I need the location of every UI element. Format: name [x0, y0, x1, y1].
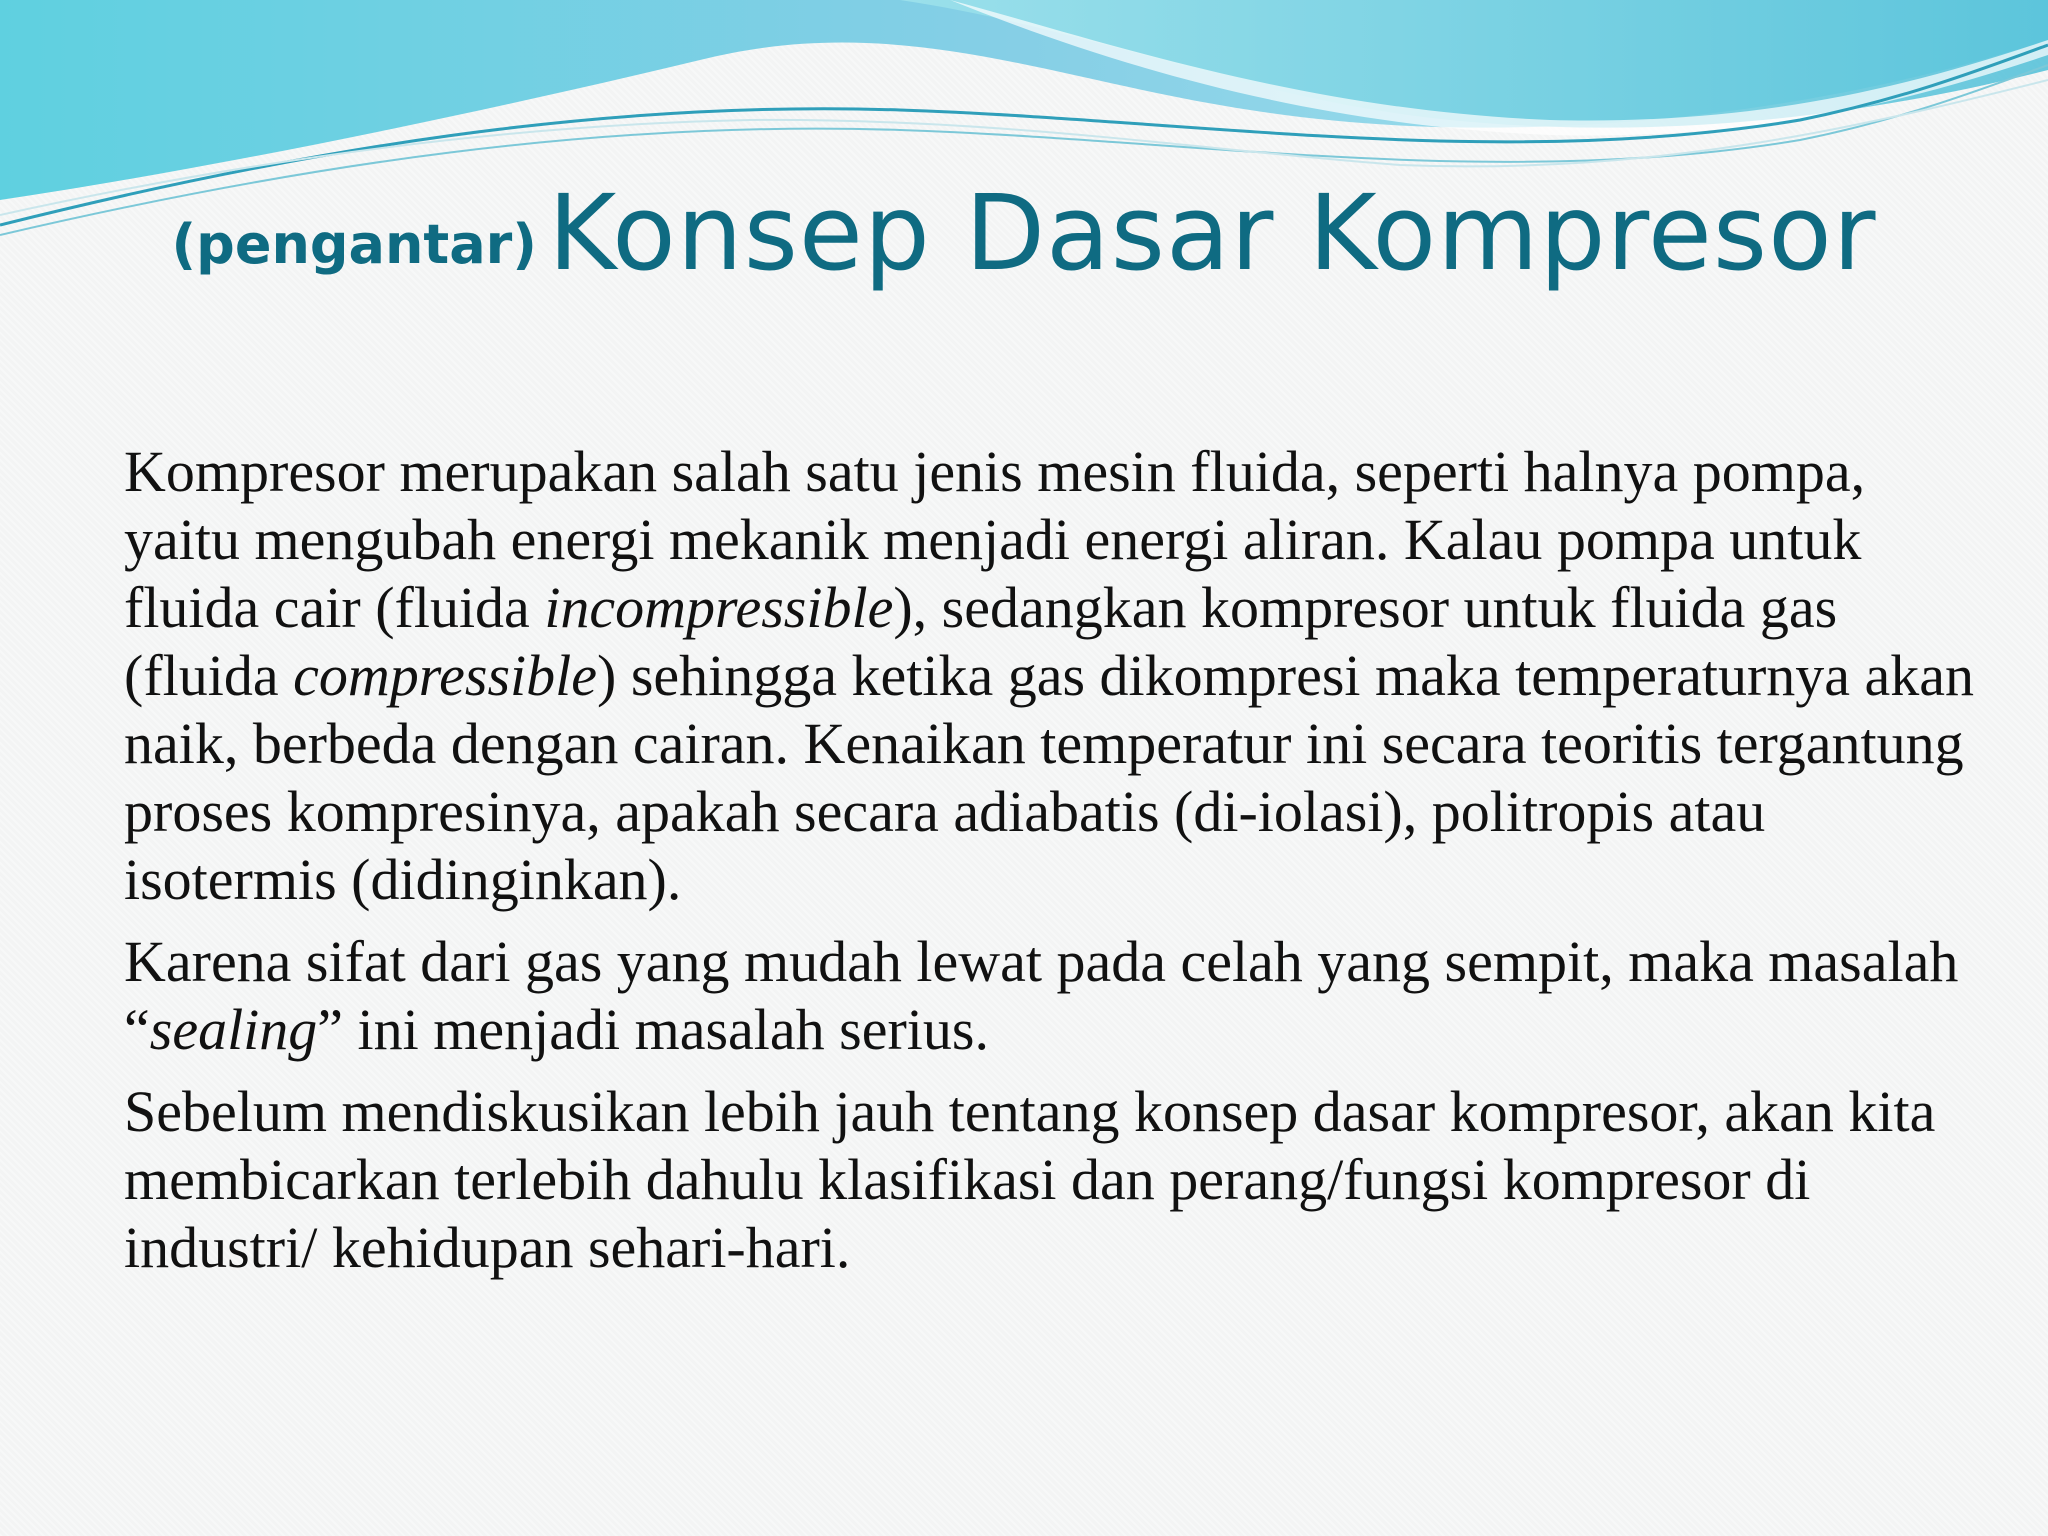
paragraph-2-part1: Karena sifat dari gas yang mudah lewat pada celah yang sempit, maka masalah “	[124, 929, 1959, 1062]
paragraph-1-part2: ), sedangkan kompresor untuk fluida gas (fluida	[124, 575, 1838, 708]
paragraph-2	[124, 928, 1984, 1064]
slide-body	[124, 438, 1984, 1296]
paragraph-1-part1: Kompresor merupakan salah satu jenis mesin fluida, seperti halnya pompa, yaitu mengubah energi mekanik menjadi energi aliran. Kalau pompa untuk fluida cair (fluida	[124, 439, 1866, 640]
paragraph-2-part2: ” ini menjadi masalah serius.	[317, 997, 989, 1062]
slide-title	[0, 172, 2048, 294]
paragraph-2-em1: sealing	[149, 997, 318, 1062]
paragraph-1-em1: incompressible	[544, 575, 894, 640]
paragraph-1	[124, 438, 1984, 914]
paragraph-1-part3: ) sehingga ketika gas dikompresi maka temperaturnya akan naik, berbeda dengan cairan. Kenaikan temperatur ini secara teoritis tergantung proses kompresinya, apakah secara adiabatis (di-iolasi), politropis atau isotermis (didinginkan).	[124, 643, 1975, 912]
paragraph-3: Sebelum mendiskusikan lebih jauh tentang konsep dasar kompresor, akan kita membicarkan terlebih dahulu klasifikasi dan perang/fungsi kompresor di industri/ kehidupan sehari-hari.	[124, 1079, 1936, 1280]
slide-title-main: Konsep Dasar Kompresor	[548, 172, 1877, 294]
slide-title-prefix: (pengantar)	[171, 213, 537, 276]
paragraph-1-em2: compressible	[293, 643, 598, 708]
